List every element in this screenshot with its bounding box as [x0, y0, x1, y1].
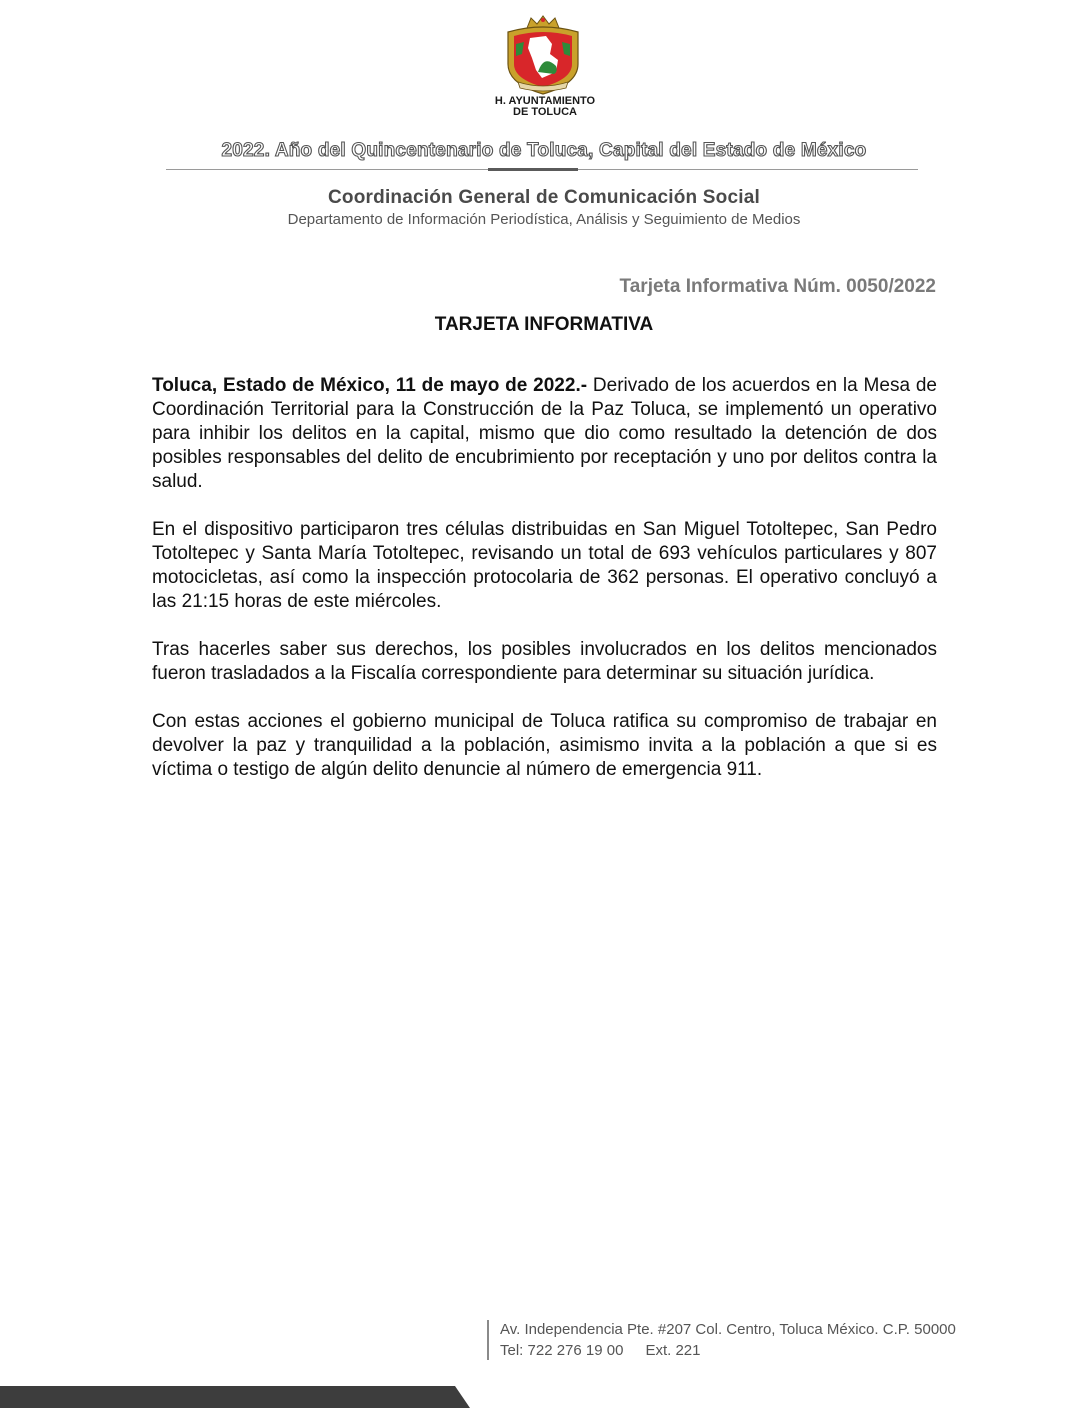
footer-extension: Ext. 221	[645, 1342, 701, 1359]
paragraph-1-text: Derivado de los acuerdos en la Mesa de Coordinación Territorial para la Construcción de la Paz Toluca, se implementó un operativo para inhibir los delitos en la capital, mismo que dio como resultado la detención de dos posibles responsables del delito de encubrimiento por receptación y uno por delitos contra la salud.	[152, 375, 938, 492]
paragraph-3: Tras hacerles saber sus derechos, los posibles involucrados en los delitos mencionados fueron trasladados a la Fiscalía correspondiente para determinar su situación jurídica.	[152, 639, 937, 684]
organization-name-line1: H. AYUNTAMIENTO	[494, 95, 596, 107]
header-divider-accent	[488, 168, 578, 171]
bottom-decorative-band	[0, 1386, 470, 1408]
footer-phone-line	[500, 1342, 700, 1359]
footer-address: Av. Independencia Pte. #207 Col. Centro, Toluca México. C.P. 50000	[500, 1321, 956, 1338]
dateline: Toluca, Estado de México, 11 de mayo de 2022.-	[152, 375, 588, 396]
footer-phone: Tel: 722 276 19 00	[500, 1342, 624, 1359]
department-title: Departamento de Información Periodística, Análisis y Seguimiento de Medios	[287, 211, 801, 228]
paragraph-1	[152, 374, 937, 494]
card-number: Tarjeta Informativa Núm. 0050/2022	[619, 276, 936, 297]
year-motto: 2022. Año del Quincentenario de Toluca, Capital del Estado de México	[221, 140, 867, 161]
coordination-title: Coordinación General de Comunicación Social	[328, 187, 760, 208]
paragraph-4: Con estas acciones el gobierno municipal de Toluca ratifica su compromiso de trabajar en devolver la paz y tranquilidad a la población, asimismo invita a la población a que si es víctima o testigo de algún delito denuncie al número de emergencia 911.	[152, 711, 937, 780]
card-heading: TARJETA INFORMATIVA	[434, 314, 654, 335]
toluca-coat-of-arms-icon	[500, 14, 586, 96]
body-text	[152, 374, 937, 806]
footer-divider	[487, 1320, 489, 1360]
organization-name-line2: DE TOLUCA	[513, 106, 577, 118]
paragraph-2: En el dispositivo participaron tres células distribuidas en San Miguel Totoltepec, San Pedro Totoltepec y Santa María Totoltepec, revisando un total de 693 vehículos particulares y 807 motocicletas, así como la inspección protocolaria de 362 personas. El operativo concluyó a las 21:15 horas de este miércoles.	[152, 519, 937, 612]
organization-name	[470, 96, 620, 118]
